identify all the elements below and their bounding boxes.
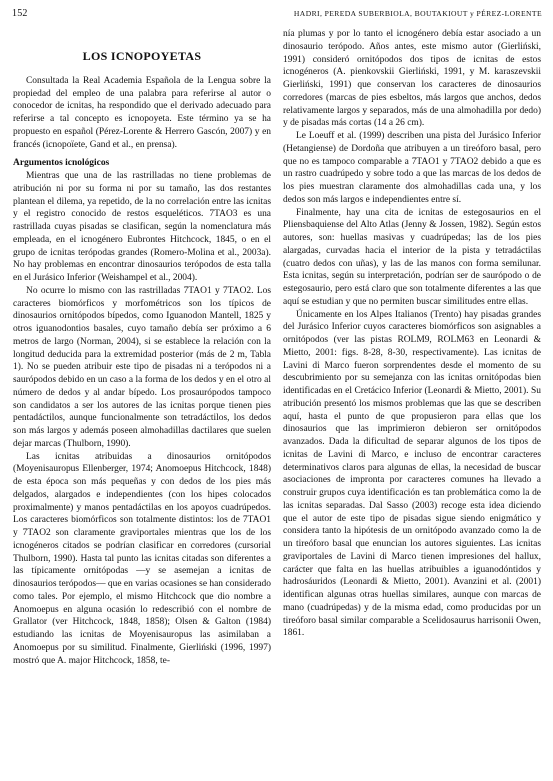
paragraph: No ocurre lo mismo con las rastrilladas 7TAO1 y 7TAO2. Los caracteres biomórficos y morfométricos son los típicos de dinosaurios ornitópodos bípedos, como Iguanodon Mantell, 1825 y otros iguanodontios basales, cuyo tamaño debía ser próximo a 6 metros de largo (Norman, 2004), si se establece la relación con la longitud deducida para la extremidad posterior (más de 2 m, Tabla 1). No se pueden atribuir este tipo de pisadas ni a terópodos ni a saurópodos debido en un caso a la forma de los dedos y en el otro al número de dedos y al andar bípedo. Los prosaurópodos tampoco son candidatos a ser los autores de las icnitas porque tienen pies pentadáctilos, aunque funcionalmente son tetradáctilos, los dedos son más largos y además poseen almohadillas dactilares que suelen dejar marcas (Thulborn, 1990).: [13, 285, 271, 449]
paragraph: nía plumas y por lo tanto el icnogénero debía estar asociado a un dinosaurio terópodo. Años antes, este mismo autor (Gierliński, 1991) consideró ornitópodos dos tipos de icnitas de estos icnogéneros (A. pienkovskii Gierliński, 1991, y M. karaszevskii Gierliński, 1991) que conservan los caracteres de dinosaurios corredores (marcas de pies esbeltos, más largos que anchos, dedos relativamente largos y separados, más de una almohadilla por dedo) y de pisadas más cortas (14 a 26 cm).: [283, 29, 541, 129]
paragraph: Únicamente en los Alpes Italianos (Trento) hay pisadas grandes del Jurásico Inferior cuyos caracteres biomórficos son asignables a ornitópodos (ver las pistas ROLM9, ROLM63 en Leonardi & Mietto, 2001: figs. 8-28, 8-30, respectivamente). Las icnitas de Lavini di Marco fueron sorprendentes desde el momento de su descubrimiento por su semejanza con las icnitas ornitópodas bien identificadas en el Cretácico Inferior (Leonardi & Mietto, 2001). Su atribución presentó los mismos problemas que las que se describen aquí, hasta el punto de que propusieron para ellas que los dinosaurios que las imprimieron debieron ser ornitópodos avanzados. Dada la dificultad de separar algunos de los tipos de icnitas de Lavini di Marco, e incluso de encontrar caracteres determinativos claros para algunas de ellas, la necesidad de buscar asociaciones de impronta por caracteres comunes ha llevado a construir grupos cuya identificación es tan problemática como la de las icnitas separadas. Dal Sasso (2003) recoge esta idea diciendo que el autor de este tipo de pisadas sigue siendo enigmático y considera tanto la hipótesis de un ornitópodo avanzado como la de un tireóforo basal que enuncian los autores siguientes. Las icnitas graviportales de Lavini di Marco tienen impresiones del hallux, carácter que falta en las huellas atribuibles a iguanodóntidos y hadrosáuridos (Leonardi & Mietto, 2001). Avanzini et al. (2001) identifican algunas otras huellas similares, aunque con marcas de mano (cuadrúpedas) y de la misma edad, como producidas por un tireóforo basal similar comparable a Scelidosaurus harrisonii Owen, 1861.: [283, 309, 541, 639]
subheading: Argumentos icnológicos: [13, 158, 110, 169]
page-number: 152: [12, 8, 28, 19]
running-title: HADRI, PEREDA SUBERBIOLA, BOUTAKIOUT y PÉREZ-LORENTE: [293, 9, 542, 18]
left-column: [13, 28, 271, 776]
paragraph: Finalmente, hay una cita de icnitas de estegosaurios en el Pliensbaquiense del Alto Atlas (Jenny & Jossen, 1982). Según estos autores, son: huellas masivas y cuadrúpedas; las de los pies alargadas, curvadas hacia el interior de la pista y tetradáctilas (cuatro dedos con uñas), y las de las manos con forma semilunar. Esta icnitas, según su interpretación, podrían ser de saurópodo o de estegosaurio, pero está claro que son totalmente diferentes a las que aquí se estudian y que no permiten buscar similitudes entre ellas.: [283, 207, 541, 307]
paragraph: Las icnitas atribuidas a dinosaurios ornitópodos (Moyenisauropus Ellenberger, 1974; Anomoepus Hitchcock, 1848) de esta época son más pequeñas y con dedos de los pies más delgados, alargados e independientes (con los hipes colocados proximalmente) y manos pentadáctilas en los apoyos cuadrúpedos. Los caracteres biomórficos son totalmente distintos: los de 7TAO1 y 7TAO2 son claramente graviportales mientras que los de los icnogéneros citados se podrían clasificar en corredores (cursorial Thulborn, 1990). Hasta tal punto las icnitas citadas son diferentes a las típicamente ornitópodas —y se asemejan a icnitas de dinosaurios terópodos— que en varias ocasiones se han considerado como tales. Por ejemplo, el mismo Hitchcock que dio nombre a Anomoepus en alguna ocasión lo redescribió con el nombre de Grallator (ver Hitchcock, 1848, 1858); Olsen & Galton (1984) estudiando las icnitas de Moyenisauropus las asimilaban a Anomoepus por su similitud. Finalmente, Gierliński (1996, 1997) mostró que A. major Hitchcock, 1858, te-: [13, 451, 271, 666]
section-title: LOS ICNOPOYETAS: [82, 49, 202, 63]
page-header: [12, 6, 542, 20]
paragraph: Le Loeuff et al. (1999) describen una pista del Jurásico Inferior (Hetangiense) de Dordoña que atribuyen a un tireóforo basal, pero que no es tampoco comparable a 7TAO1 y 7TAO2 debido a que es un rastro cuadrúpedo y sobre todo a que las marcas de los dedos de los pies muestran claramente dos almohadillas cada una, y los dedos son más largos e independientes entre sí.: [283, 131, 541, 205]
paragraph: Mientras que una de las rastrilladas no tiene problemas de atribución ni por su forma ni por su tamaño, las dos restantes plantean el dilema, ya repetido, de la no correlación entre las icnitas y el registro conocido de restos esqueléticos. 7TAO3 es una rastrillada cuyas pisadas se clasifican, según la nomenclatura más empleada, en el icnogénero Eubrontes Hitchcock, 1845, o en el grupo de icnitas terópodas grandes (Romero-Molina et al., 2003a). No hay problemas en encontrar dinosaurios terópodos de esta talla en el Jurásico Inferior (Weishampel et al., 2004).: [13, 171, 271, 283]
right-column: [283, 28, 541, 776]
paragraph: Consultada la Real Academia Española de la Lengua sobre la propiedad del empleo de una palabra para referirse al autor o conocedor de icnitas, ha respondido que el derivado adecuado para referirse a tal concepto es icnopoyeta. Este término ya se ha propuesto en español (Pérez-Lorente & Herrero Gascón, 2007) y en francés (icnopoïete, Gand et al., en prensa).: [13, 75, 271, 150]
